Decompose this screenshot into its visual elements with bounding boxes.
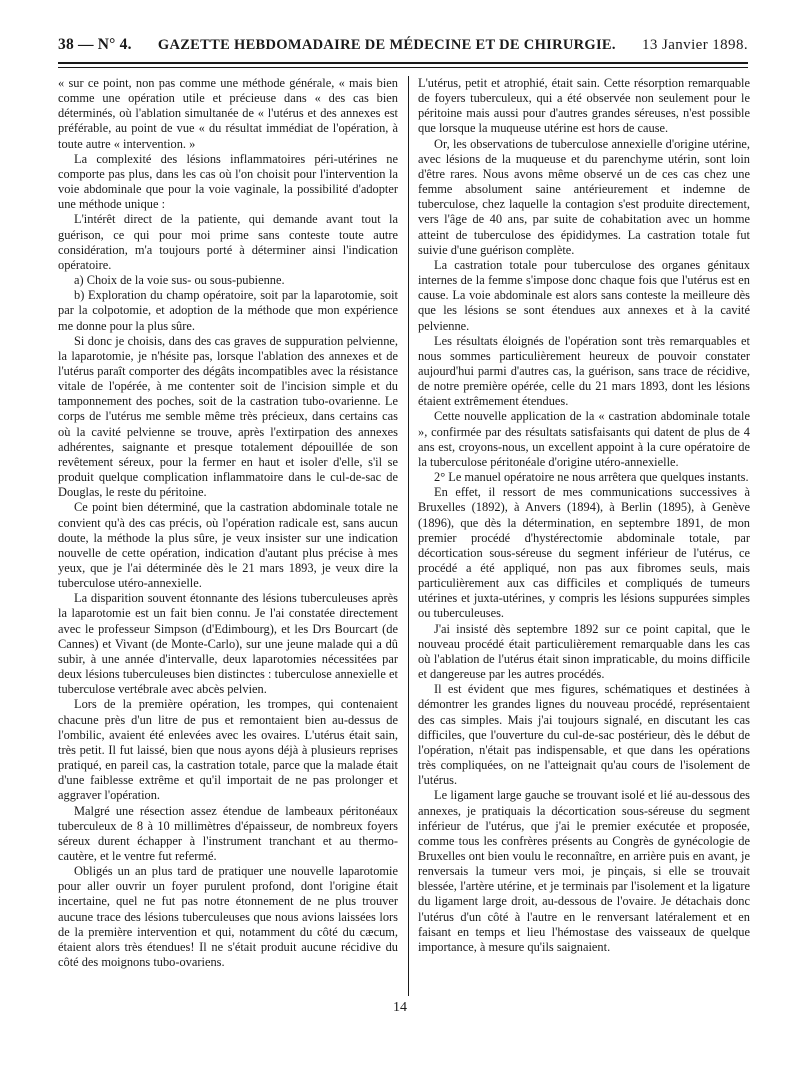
- paragraph: L'utérus, petit et atrophié, était sain. Cette résorption remarquable de foyers tuberculeux, qui a été observée non seulement pour le péritoine mais aussi pour d'autres grandes séreuses, n'est possible que lorsque la muqueuse utérine est hors de cause.: [418, 76, 750, 136]
- paragraph: J'ai insisté dès septembre 1892 sur ce point capital, que le nouveau procédé était particulièrement remarquable dans les cas où l'ablation de l'utérus était sinon impraticable, du moins difficile et dangereuse par les autres procédés.: [418, 621, 750, 682]
- journal-title: GAZETTE HEBDOMADAIRE DE MÉDECINE ET DE CHIRURGIE.: [157, 37, 616, 53]
- paragraph: Or, les observations de tuberculose annexielle d'origine utérine, avec lésions de la muqueuse et du parenchyme utérin, sont loin d'être rares. Nous avons même observé un de ces cas chez une femme absolument saine antérieurement et indemne de tuberculose, chez laquelle la contagion s'est produite directement, vers l'âge de 40 ans, par suite de cohabitation avec un homme atteint de tuberculose des épididymes. La castration totale fut suivie d'une guérison complète.: [418, 136, 750, 257]
- header-rule: [58, 62, 748, 64]
- paragraph: « sur ce point, non pas comme une méthode générale, « mais bien comme une opération utile et précieuse dans « des cas bien déterminés, où l'ablation simultanée de « l'utérus et des annexes est préférable, au point de vue « du résultat immédiat de l'opération, à toute autre « intervention. »: [58, 76, 398, 151]
- paragraph: Lors de la première opération, les trompes, qui contenaient chacune près d'un litre de pus et remontaient bien au-dessus de l'ombilic, avaient été enlevées avec les ovaires. L'utérus était sain, très petit. Il fut laissé, bien que nous ayons déjà à plusieurs reprises pratiqué, en pareil cas, la castration totale, parce que la malade était d'une faiblesse extrême et qu'il importait de ne pas prolonger et aggraver l'opération.: [58, 697, 398, 803]
- paragraph: La complexité des lésions inflammatoires péri-utérines ne comporte pas plus, dans les cas où l'on choisit pour l'intervention la voie abdominale que pour la voie vaginale, la possibilité d'adopter une méthode unique :: [58, 151, 398, 212]
- paragraph: Obligés un an plus tard de pratiquer une nouvelle laparotomie pour aller ouvrir un foyer purulent profond, dont l'origine était incertaine, quel ne fut pas notre étonnement de ne plus trouver aucune trace des lésions tuberculeuses que nous avions laissées lors de la première intervention et qui, notamment du côté du cæcum, étaient alors très étendues! Il ne s'était produit aucune récidive du côté des moignons tubo-ovariens.: [58, 864, 398, 970]
- running-header: [58, 36, 748, 58]
- header-rule-thin: [58, 67, 748, 68]
- paragraph: b) Exploration du champ opératoire, soit par la laparotomie, soit par la colpotomie, et adoption de la méthode que mon expérience me donne pour la plus sûre.: [58, 288, 398, 333]
- paragraph: La disparition souvent étonnante des lésions tuberculeuses après la laparotomie est un fait bien connu. Je l'ai constatée directement avec le professeur Simpson (d'Edimbourg), et les Drs Bourcart (de Cannes) et Vivant (de Monte-Carlo), sur une jeune malade qui a dû subir, à une année d'intervalle, deux laparotomies nécessitées par deux lésions tuberculeuses bien distinctes : tuberculose annexielle et tuberculose vertébrale avec abcès pelvien.: [58, 591, 398, 697]
- paragraph: Si donc je choisis, dans des cas graves de suppuration pelvienne, la laparotomie, je n'hésite pas, lorsque l'ablation des annexes et de l'utérus paraît comporter des dégâts incompatibles avec la résistance vitale de l'opérée, à me contenter soit de l'incision simple et du tamponnement des poches, soit de la castration tubo-ovarienne. Le corps de l'utérus me semble même très précieux, dans certains cas où la cavité pelvienne se trouve, après l'extirpation des annexes adhérentes, saignante et presque totalement dépouillée de son revêtement séreux, pour la fermer en haut et isoler d'elle, s'il se produit quelque complication inflammatoire dans le cul-de-sac de Douglas, le reste du péritoine.: [58, 333, 398, 500]
- paragraph: 2° Le manuel opératoire ne nous arrêtera que quelques instants.: [434, 470, 749, 485]
- column-divider: [408, 76, 409, 996]
- page-folio: 14: [393, 1000, 407, 1015]
- paragraph: La castration totale pour tuberculose des organes génitaux internes de la femme s'impose donc chaque fois que l'utérus est en cause. La voie abdominale est alors sans conteste la meilleure dès que les lésions se sont étendues aux annexes et à la cavité pelvienne.: [418, 257, 750, 333]
- page-number: 38 — N° 4.: [58, 36, 132, 53]
- paragraph: a) Choix de la voie sus- ou sous-pubienne.: [74, 273, 285, 288]
- left-column: [58, 76, 398, 970]
- paragraph: Ce point bien déterminé, que la castration abdominale totale ne convient qu'à des cas précis, où l'opération radicale est, sans aucun doute, la méthode la plus sûre, je veux insister sur une indication nouvelle de cette opération, indication d'autant plus précise à mes yeux, que je l'ai déterminée dès le 21 mars 1893, je veux dire la tuberculose utéro-annexielle.: [58, 500, 398, 591]
- paragraph: Il est évident que mes figures, schématiques et destinées à démontrer les grandes lignes du nouveau procédé, représentaient des cas simples. Mais j'ai toujours signalé, en discutant les cas difficiles, que l'ouverture du cul-de-sac postérieur, dès le début de l'opération, n'était pas indispensable, et que dans les opérations très compliquées, on ne l'atteignait qu'au cours de l'isolement de l'utérus.: [418, 682, 750, 788]
- issue-date: 13 Janvier 1898.: [642, 37, 748, 53]
- paragraph: Cette nouvelle application de la « castration abdominale totale », confirmée par des résultats satisfaisants qui datent de plus de 4 ans est, croyons-nous, un excellent appoint à la cure opératoire de la tuberculose péritonéale d'origine utéro-annexielle.: [418, 409, 750, 469]
- paragraph: En effet, il ressort de mes communications successives à Bruxelles (1892), à Anvers (1894), à Berlin (1895), à Genève (1896), que dès la détermination, en septembre 1891, de mon premier procédé d'hystérectomie abdominale totale, par décortication sous-séreuse du segment inférieur de l'utérus, ce procédé a été appliqué, non pas aux fibromes seuls, mais particulièrement aux cas difficiles et compliqués de tumeurs utérines et juxta-utérines, y compris les lésions suppurées simples ou tuberculeuses.: [418, 485, 750, 621]
- right-column: [418, 76, 750, 955]
- paragraph: Le ligament large gauche se trouvant isolé et lié au-dessous des annexes, je pratiquais la décortication sous-séreuse du segment inférieur de l'utérus, que j'ai le premier exécutée et proposée, comme tous les confrères présents au Congrès de gynécologie de Bruxelles ont bien voulu le reconnaître, en arrière puis en avant, je renversais la tumeur vers moi, je pinçais, si elle se trouvait blessée, l'artère utérine, et je terminais par l'isolement et la ligature du ligament large droit, au-dessous de l'ovaire. Je détachais donc l'utérus d'un côté à l'autre en le renversant latéralement et en faisant en temps et lieu l'hémostase des vaisseaux de quelque importance, à mesure qu'ils saignaient.: [418, 788, 750, 954]
- paragraph: Les résultats éloignés de l'opération sont très remarquables et nous sommes particulièrement heureux de pouvoir constater aujourd'hui parmi d'autres cas, la guérison, sans trace de récidive, de notre première opérée, celle du 21 mars 1893, dont les lésions étaient extrêmement étendues.: [418, 333, 750, 409]
- paragraph: Malgré une résection assez étendue de lambeaux péritonéaux tuberculeux de 8 à 10 millimètres d'épaisseur, de nombreux foyers séreux durent échapper à l'instrument tranchant et au thermo-cautère, et le ventre fut refermé.: [58, 803, 398, 863]
- paragraph: L'intérêt direct de la patiente, qui demande avant tout la guérison, ce qui pour moi prime sans conteste toute autre considération, m'a toujours porté à déterminer ainsi l'indication opératoire.: [58, 212, 398, 272]
